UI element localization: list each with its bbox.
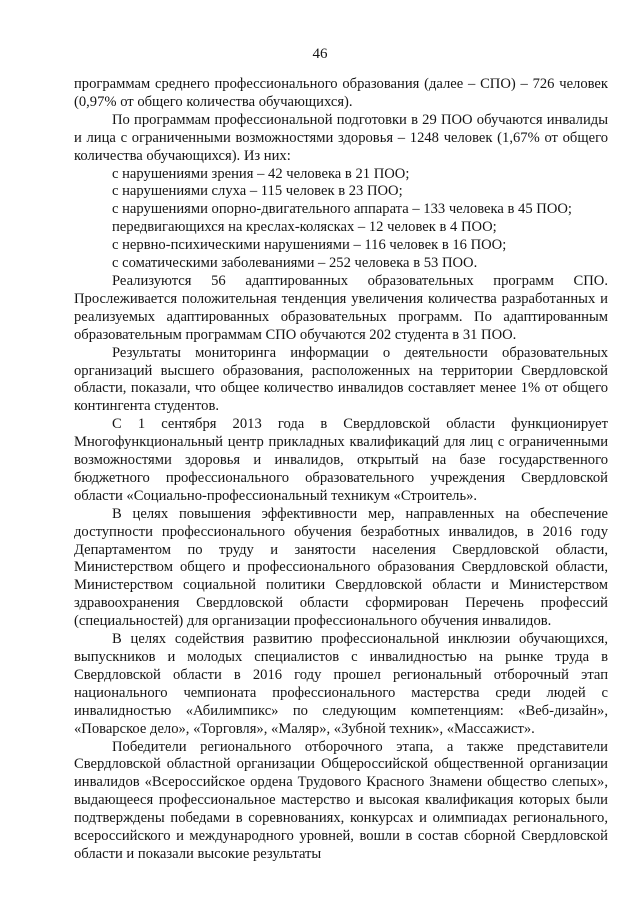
page-number: 46 — [312, 46, 328, 62]
paragraph: По программам профессиональной подготовки в 29 ПОО обучаются инвалиды и лица с ограниченными возможностями здоровья – 1248 человек (1,67% от общего количества обучающихся). Из них: — [74, 111, 608, 164]
list-item: передвигающихся на креслах-колясках – 12 человек в 4 ПОО; — [112, 219, 497, 236]
list-item: с нарушениями слуха – 115 человек в 23 ПОО; — [112, 183, 403, 200]
paragraph: Реализуются 56 адаптированных образовательных программ СПО. Прослеживается положительная тенденция увеличения количества разработанных и реализуемых адаптированных образовательных программ. По адаптированным образовательным программам СПО обучаются 202 студента в 31 ПОО. — [74, 272, 608, 343]
paragraph: В целях содействия развитию профессиональной инклюзии обучающихся, выпускников и молодых специалистов с инвалидностью на рынке труда в Свердловской области в 2016 году прошел региональный отборочный этап национального чемпионата профессионального мастерства среди людей с инвалидностью «Абилимпикс» по следующим компетенциям: «Веб-дизайн», «Поварское дело», «Торговля», «Маляр», «Зубной техник», «Массажист». — [74, 631, 608, 737]
list-item: с нарушениями зрения – 42 человека в 21 ПОО; — [112, 165, 410, 182]
list-item: с соматическими заболеваниями – 252 человека в 53 ПОО. — [112, 255, 478, 272]
paragraph: С 1 сентября 2013 года в Свердловской области функционирует Многофункциональный центр прикладных квалификаций для лиц с ограниченными возможностями здоровья и инвалидов, открытый на базе государственного бюджетного профессионального образовательного учреждения Свердловской области «Социально-профессиональный техникум «Строитель». — [74, 416, 608, 504]
paragraph: Результаты мониторинга информации о деятельности образовательных организаций высшего образования, расположенных на территории Свердловской области, показали, что общее количество инвалидов составляет менее 1% от общего контингента студентов. — [74, 344, 608, 415]
paragraph: В целях повышения эффективности мер, направленных на обеспечение доступности профессионального обучения безработных инвалидов, в 2016 году Департаментом по труду и занятости населения Свердловской области, Министерством общего и профессионального образования Свердловской области, Министерством социальной политики Свердловской области и Министерством здравоохранения Свердловской области сформирован Перечень профессий (специальностей) для организации профессионального обучения инвалидов. — [74, 505, 608, 630]
list-item: с нервно-психическими нарушениями – 116 человек в 16 ПОО; — [112, 237, 507, 254]
paragraph: программам среднего профессионального образования (далее – СПО) – 726 человек (0,97% от общего количества обучающихся). — [74, 76, 608, 110]
paragraph: Победители регионального отборочного этапа, а также представители Свердловской областной организации Общероссийской общественной организации инвалидов «Всероссийское ордена Трудового Красного Знамени общество слепых», выдающееся профессиональное мастерство и высокая квалификация которых были подтверждены победами в соревнованиях, конкурсах и олимпиадах регионального, всероссийского и международного уровней, вошли в состав сборной Свердловской области и показали высокие результаты — [74, 738, 608, 862]
body-text — [74, 76, 608, 864]
list-item: с нарушениями опорно-двигательного аппарата – 133 человека в 45 ПОО; — [112, 201, 572, 218]
